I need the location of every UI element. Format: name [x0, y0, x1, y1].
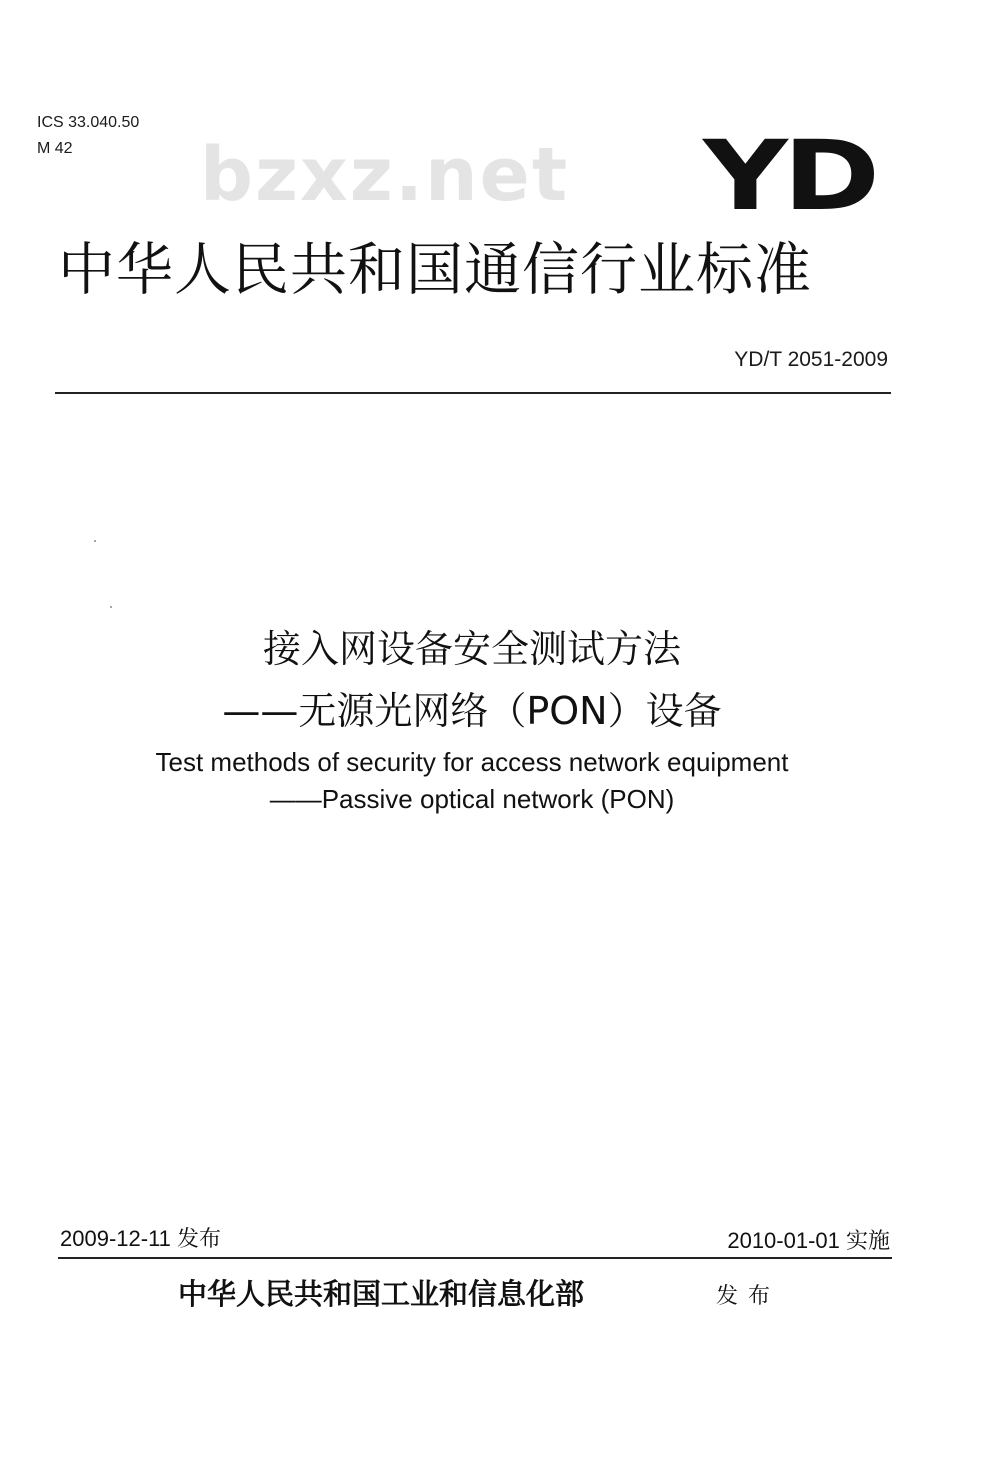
standard-category: 中华人民共和国通信行业标准: [58, 237, 812, 303]
scan-speck: [94, 540, 96, 542]
ics-code: ICS 33.040.50: [37, 114, 140, 131]
english-title-line-2: ——Passive optical network (PON): [269, 784, 675, 814]
ccs-code: M 42: [37, 140, 73, 157]
header-divider: [55, 392, 891, 394]
issue-date: 2009-12-11 发布: [60, 1226, 222, 1251]
english-title-line-1: Test methods of security for access network equipment: [155, 747, 789, 777]
yd-logo: YD: [703, 120, 876, 232]
chinese-title-line-2: ——无源光网络（PON）设备: [222, 689, 722, 733]
scan-speck: [110, 606, 112, 608]
publish-label: 发布: [716, 1284, 781, 1309]
footer-divider: [58, 1257, 892, 1259]
classification-codes: [37, 110, 139, 162]
watermark: bzxz.net: [200, 132, 570, 218]
standard-number: YD/T 2051-2009: [734, 348, 888, 371]
implementation-date: 2010-01-01 实施: [727, 1228, 890, 1253]
chinese-title-line-1: 接入网设备安全测试方法: [262, 627, 681, 671]
publisher-name: 中华人民共和国工业和信息化部: [178, 1277, 585, 1311]
